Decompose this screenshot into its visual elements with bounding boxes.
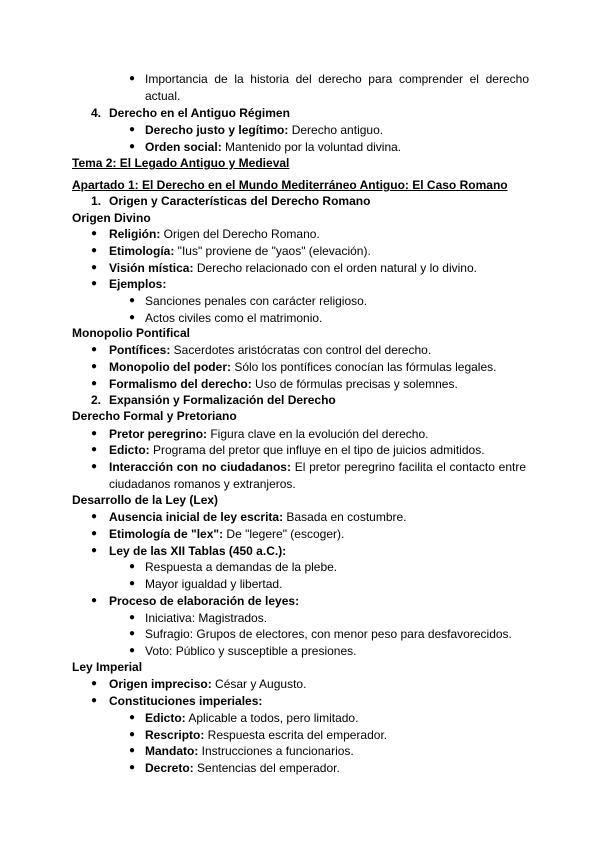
- bullet-icon: ●: [91, 378, 98, 389]
- bullet-icon: ●: [91, 511, 98, 522]
- bullet-icon: ●: [91, 428, 98, 439]
- list-item: Ley de las XII Tablas (450 a.C.):: [109, 544, 287, 558]
- bullet-icon: ●: [129, 295, 136, 306]
- list-item: Mandato: Instrucciones a funcionarios.: [145, 744, 354, 758]
- list-item-text: Mayor igualdad y libertad.: [145, 577, 283, 591]
- list-item: Etimología: "Ius" proviene de "yaos" (elevación).: [109, 244, 371, 258]
- bullet-icon: ●: [129, 612, 136, 623]
- list-item: Ausencia inicial de ley escrita: Basada en costumbre.: [109, 510, 407, 524]
- list-item: Derecho justo y legítimo: Derecho antiguo.: [145, 123, 384, 137]
- list-item: Religión: Origen del Derecho Romano.: [109, 227, 320, 241]
- section-heading: Derecho en el Antiguo Régimen: [109, 106, 290, 120]
- list-item: Etimología de "lex": De "legere" (escoger).: [109, 527, 345, 541]
- bullet-icon: ●: [91, 695, 98, 706]
- bullet-icon: ●: [129, 645, 136, 656]
- bullet-icon: ●: [91, 344, 98, 355]
- bullet-icon: ●: [129, 141, 136, 152]
- list-item: Ejemplos:: [109, 277, 167, 291]
- bullet-icon: ●: [91, 678, 98, 689]
- bullet-icon: ●: [129, 762, 136, 773]
- list-item: Proceso de elaboración de leyes:: [109, 594, 300, 608]
- list-item: Orden social: Mantenido por la voluntad divina.: [145, 140, 402, 154]
- bullet-icon: ●: [91, 361, 98, 372]
- bullet-icon: ●: [129, 124, 136, 135]
- list-item-text: Voto: Público y susceptible a presiones.: [145, 644, 357, 658]
- topic-heading: Desarrollo de la Ley (Lex): [72, 493, 219, 507]
- list-item-text: Sufragio: Grupos de electores, con menor peso para desfavorecidos.: [145, 627, 512, 641]
- list-item: Origen impreciso: César y Augusto.: [109, 677, 307, 691]
- list-item: Decreto: Sentencias del emperador.: [145, 761, 340, 775]
- bullet-icon: ●: [91, 245, 98, 256]
- list-item: Visión mística: Derecho relacionado con el orden natural y lo divino.: [109, 261, 477, 275]
- list-item: Pretor peregrino: Figura clave en la evolución del derecho.: [109, 427, 429, 441]
- bullet-icon: ●: [91, 461, 98, 472]
- list-item: Edicto: Programa del pretor que influye en el tipo de juicios admitidos.: [109, 443, 485, 457]
- bullet-icon: ●: [91, 228, 98, 239]
- bullet-icon: ●: [129, 312, 136, 323]
- topic-heading: Monopolio Pontifical: [72, 326, 190, 340]
- bullet-icon: ●: [129, 73, 136, 84]
- bullet-icon: ●: [129, 745, 136, 756]
- list-item: Formalismo del derecho: Uso de fórmulas precisas y solemnes.: [109, 377, 458, 391]
- list-item-text: Sanciones penales con carácter religioso.: [145, 294, 368, 308]
- list-item-text: actual.: [145, 89, 181, 103]
- bullet-icon: ●: [91, 545, 98, 556]
- topic-heading: Derecho Formal y Pretoriano: [72, 409, 237, 423]
- list-item: Pontífices: Sacerdotes aristócratas con control del derecho.: [109, 343, 432, 357]
- topic-heading: Origen Divino: [72, 211, 151, 225]
- bullet-icon: ●: [91, 528, 98, 539]
- topic-heading: Ley Imperial: [72, 660, 143, 674]
- bullet-icon: ●: [129, 561, 136, 572]
- subsection-number: 1.: [91, 194, 102, 208]
- list-item: Constituciones imperiales:: [109, 694, 263, 708]
- bullet-icon: ●: [91, 278, 98, 289]
- list-item-text: Actos civiles como el matrimonio.: [145, 311, 323, 325]
- list-item: Rescripto: Respuesta escrita del emperador.: [145, 728, 388, 742]
- bullet-icon: ●: [91, 595, 98, 606]
- section-number: 4.: [91, 106, 102, 120]
- list-item-text: ciudadanos romanos y extranjeros.: [109, 477, 296, 491]
- bullet-icon: ●: [129, 729, 136, 740]
- list-item: Edicto: Aplicable a todos, pero limitado.: [145, 711, 359, 725]
- bullet-icon: ●: [129, 712, 136, 723]
- bullet-icon: ●: [129, 628, 136, 639]
- list-item: Interacción con no ciudadanos: El pretor peregrino facilita el contacto entre: [109, 460, 526, 474]
- list-item-text: Respuesta a demandas de la plebe.: [145, 560, 338, 574]
- subsection-heading: Origen y Características del Derecho Romano: [109, 194, 371, 208]
- tema-heading: Tema 2: El Legado Antiguo y Medieval: [72, 156, 290, 170]
- list-item-text: Iniciativa: Magistrados.: [145, 611, 268, 625]
- list-item-text: Importancia de la historia del derecho para comprender el derecho: [145, 72, 529, 86]
- bullet-icon: ●: [91, 444, 98, 455]
- subsection-heading: Expansión y Formalización del Derecho: [109, 393, 336, 407]
- list-item: Monopolio del poder: Sólo los pontífices conocían las fórmulas legales.: [109, 360, 497, 374]
- subsection-number: 2.: [91, 393, 102, 407]
- apartado-heading: Apartado 1: El Derecho en el Mundo Mediterráneo Antiguo: El Caso Romano: [72, 178, 508, 192]
- bullet-icon: ●: [91, 262, 98, 273]
- bullet-icon: ●: [129, 578, 136, 589]
